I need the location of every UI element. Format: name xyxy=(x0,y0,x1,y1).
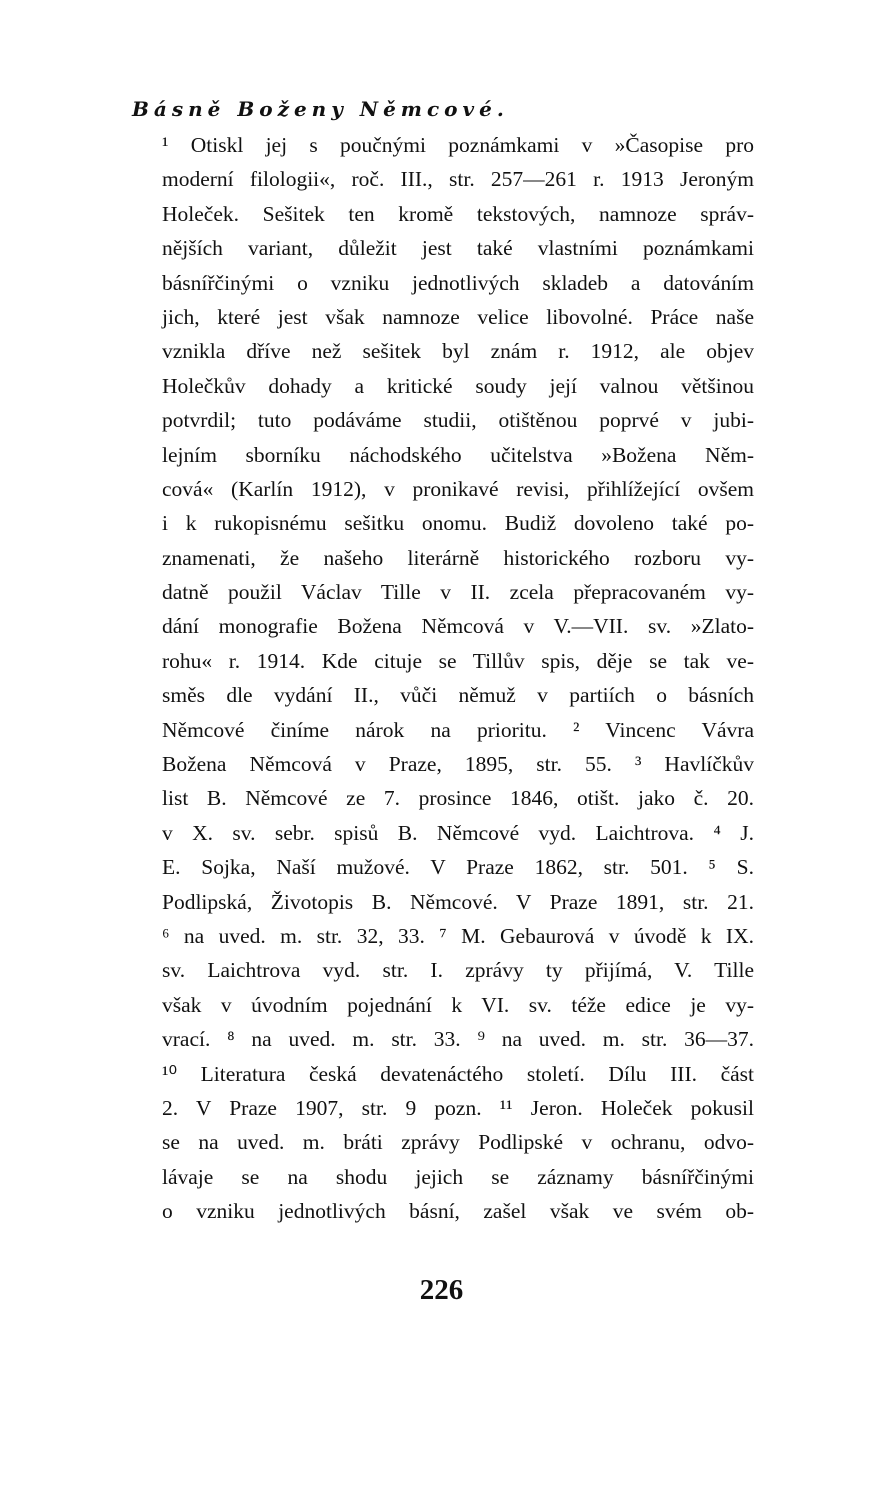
footnotes-block xyxy=(162,128,754,1229)
footnote-line: datně použil Václav Tille v II. zcela přepracovaném vy- xyxy=(162,580,754,605)
footnote-line: ¹ Otiskl jej s poučnými poznámkami v »Časopise pro xyxy=(162,133,754,157)
footnote-line: E. Sojka, Naší mužové. V Praze 1862, str. 501. ⁵ S. xyxy=(162,855,754,880)
footnote-line: list B. Němcové ze 7. prosince 1846, otišt. jako č. 20. xyxy=(162,786,754,811)
footnote-line: o vzniku jednotlivých básní, zašel však ve svém ob- xyxy=(162,1199,754,1224)
footnote-line: Božena Němcová v Praze, 1895, str. 55. ³ Havlíčkův xyxy=(162,752,754,777)
footnote-line: Podlipská, Životopis B. Němcové. V Praze 1891, str. 21. xyxy=(162,889,754,914)
footnote-line: i k rukopisnému sešitku onomu. Budiž dovoleno také po- xyxy=(162,511,754,536)
footnote-line: rohu« r. 1914. Kde cituje se Tillův spis, děje se tak ve- xyxy=(162,648,754,673)
footnote-line: básnířčinými o vzniku jednotlivých skladeb a datováním xyxy=(162,270,754,295)
footnote-line: v X. sv. sebr. spisů B. Němcové vyd. Laichtrova. ⁴ J. xyxy=(162,820,754,845)
footnote-line: 2. V Praze 1907, str. 9 pozn. ¹¹ Jeron. Holeček pokusil xyxy=(162,1095,754,1120)
footnote-line: potvrdil; tuto podáváme studii, otištěnou poprvé v jubi- xyxy=(162,408,754,433)
footnote-line: vznikla dříve než sešitek byl znám r. 1912, ale objev xyxy=(162,339,754,364)
footnote-line: Holečkův dohady a kritické soudy její valnou většinou xyxy=(162,373,754,398)
footnote-line: nějších variant, důležit jest také vlastními poznámkami xyxy=(162,236,754,261)
page-number: 226 xyxy=(419,1274,464,1306)
footnote-line: ⁶ na uved. m. str. 32, 33. ⁷ M. Gebaurová v úvodě k IX. xyxy=(162,923,754,948)
footnote-line: dání monografie Božena Němcová v V.—VII. sv. »Zlato- xyxy=(162,614,754,639)
running-title: Básně Boženy Němcové. xyxy=(132,97,509,121)
footnote-line: vrací. ⁸ na uved. m. str. 33. ⁹ na uved. m. str. 36—37. xyxy=(162,1027,754,1052)
footnote-line: cová« (Karlín 1912), v pronikavé revisi, přihlížející ovšem xyxy=(162,476,754,501)
footnote-line: však v úvodním pojednání k VI. sv. téže edice je vy- xyxy=(162,992,754,1017)
footnote-line: směs dle vydání II., vůči němuž v partiích o básních xyxy=(162,683,754,708)
footnote-line: znamenati, že našeho literárně historického rozboru vy- xyxy=(162,545,754,570)
footnote-line: Němcové činíme nárok na prioritu. ² Vincenc Vávra xyxy=(162,717,754,742)
footnote-line: sv. Laichtrova vyd. str. I. zprávy ty přijímá, V. Tille xyxy=(162,958,754,983)
footnote-line: ¹⁰ Literatura česká devatenáctého století. Dílu III. část xyxy=(162,1061,754,1086)
footnote-line: Holeček. Sešitek ten kromě tekstových, namnoze správ- xyxy=(162,201,754,226)
footnote-line: lejním sborníku náchodského učitelstva »Božena Něm- xyxy=(162,442,754,467)
footnote-line: se na uved. m. bráti zprávy Podlipské v ochranu, odvo- xyxy=(162,1130,754,1155)
footnote-line: jich, které jest však namnoze velice libovolné. Práce naše xyxy=(162,304,754,329)
footnote-line: lávaje se na shodu jejich se záznamy básnířčinými xyxy=(162,1164,754,1189)
footnote-line: moderní filologii«, roč. III., str. 257—261 r. 1913 Jeroným xyxy=(162,167,754,192)
